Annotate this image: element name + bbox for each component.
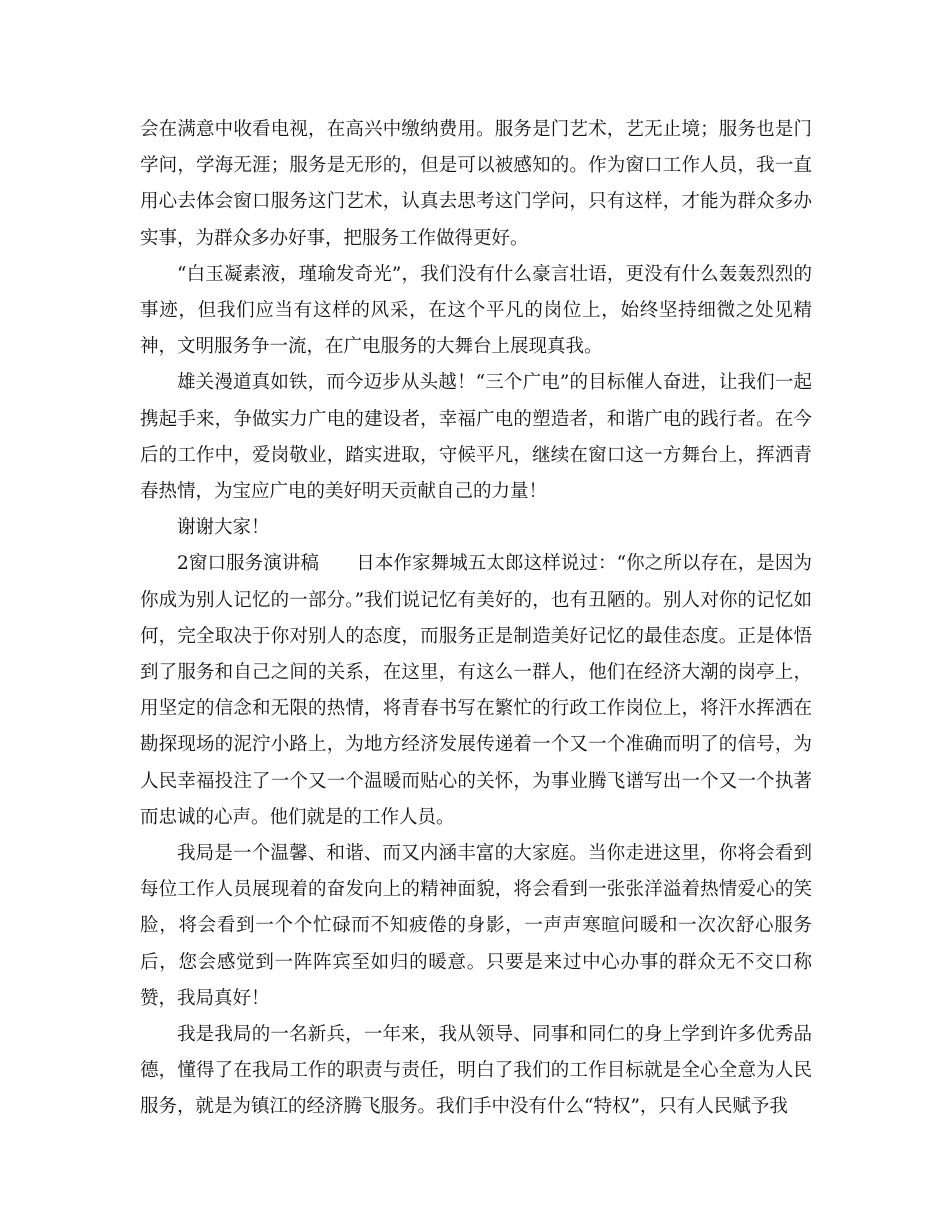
paragraph-5: 2窗口服务演讲稿 日本作家舞城五太郎这样说过：“你之所以存在，是因为你成为别人记忆的一部分。”我们说记忆有美好的，也有丑陋的。别人对你的记忆如何，完全取决于你对别人的态度，而服务正是制造美好记忆的最佳态度。正是体悟到了服务和自己之间的关系，在这里，有这么一群人，他们在经济大潮的岗亭上，用坚定的信念和无限的热情，将青春书写在繁忙的行政工作岗位上，将汗水挥洒在勘探现场的泥泞小路上，为地方经济发展传递着一个又一个准确而明了的信号，为人民幸福投注了一个又一个温暖而贴心的关怀，为事业腾飞谱写出一个又一个执著而忠诚的心声。他们就是的工作人员。 <box>140 553 812 828</box>
paragraph-6: 我局是一个温馨、和谐、而又内涵丰富的大家庭。当你走进这里，你将会看到每位工作人员展现着的奋发向上的精神面貌，将会看到一张张洋溢着热情爱心的笑脸，将会看到一个个忙碌而不知疲倦的身影，一声声寒暄问暖和一次次舒心服务后，您会感觉到一阵阵宾至如归的暖意。只要是来过中心办事的群众无不交口称赞，我局真好！ <box>140 843 812 1009</box>
paragraph-3: 雄关漫道真如铁，而今迈步从头越！“三个广电”的目标催人奋进，让我们一起携起手来，争做实力广电的建设者，幸福广电的塑造者，和谐广电的践行者。在今后的工作中，爱岗敬业，踏实进取，守候平凡，继续在窗口这一方舞台上，挥洒青春热情，为宝应广电的美好明天贡献自己的力量！ <box>140 372 812 503</box>
document-body <box>140 112 812 1126</box>
paragraph-1: 会在满意中收看电视，在高兴中缴纳费用。服务是门艺术，艺无止境；服务也是门学问，学海无涯；服务是无形的，但是可以被感知的。作为窗口工作人员，我一直用心去体会窗口服务这门艺术，认真去思考这门学问，只有这样，才能为群众多办实事，为群众多办好事，把服务工作做得更好。 <box>140 119 812 249</box>
paragraph-7: 我是我局的一名新兵，一年来，我从领导、同事和同仁的身上学到许多优秀品德，懂得了在我局工作的职责与责任，明白了我们的工作目标就是全心全意为人民服务，就是为镇江的经济腾飞服务。我们手中没有什么“特权”，只有人民赋予我 <box>140 1024 812 1118</box>
paragraph-2: “白玉凝素液，瑾瑜发奇光”，我们没有什么豪言壮语，更没有什么轰轰烈烈的事迹，但我们应当有这样的风采，在这个平凡的岗位上，始终坚持细微之处见精神，文明服务争一流，在广电服务的大舞台上展现真我。 <box>140 263 812 358</box>
paragraph-4: 谢谢大家！ <box>177 517 270 539</box>
